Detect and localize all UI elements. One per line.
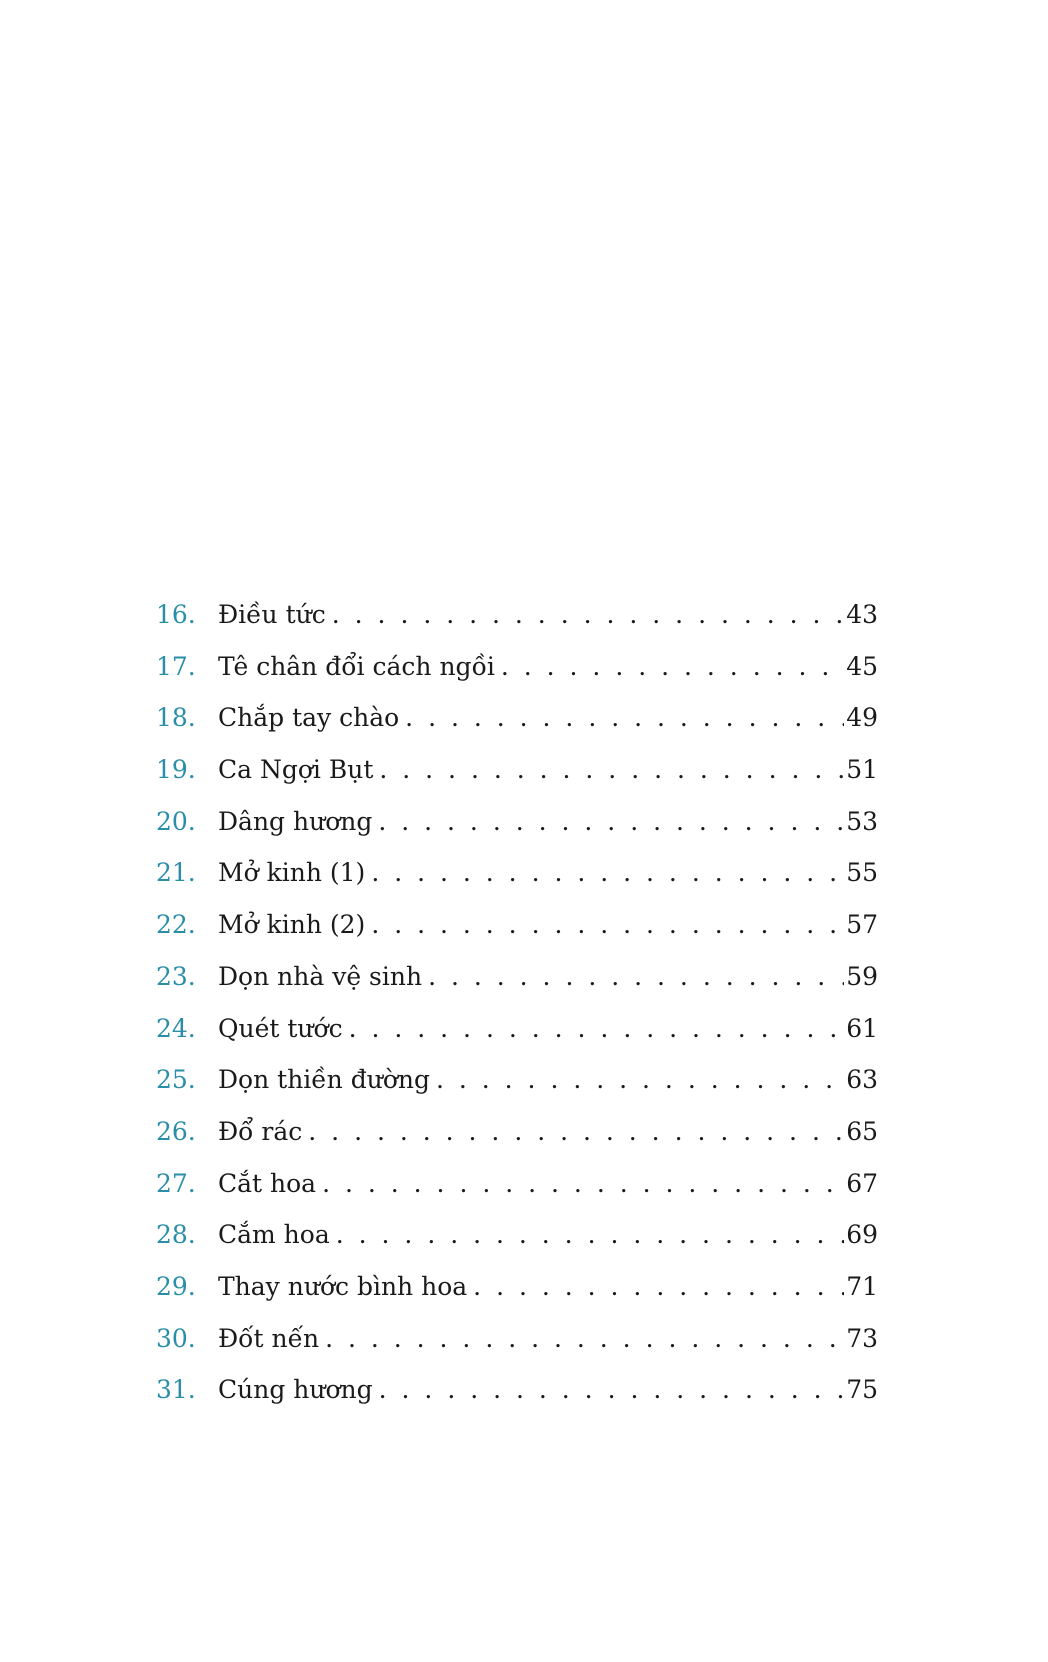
dot-leader: [332, 600, 844, 629]
entry-number: 26.: [156, 1116, 196, 1146]
toc-entry: [156, 1375, 878, 1427]
dot-leader: [428, 962, 844, 991]
entry-title: Cắt hoa: [218, 1168, 317, 1198]
toc-entry: [156, 858, 878, 910]
toc-entry: [156, 600, 878, 652]
entry-page-number: 69: [846, 1220, 878, 1250]
entry-number: 29.: [156, 1271, 196, 1301]
entry-number: 17.: [156, 651, 196, 681]
toc-entry: [156, 1272, 878, 1324]
entry-title: Dọn nhà vệ sinh: [218, 961, 423, 991]
entry-title: Quét tước: [218, 1013, 343, 1043]
dot-leader: [379, 1375, 845, 1404]
toc-entry: [156, 652, 878, 704]
table-of-contents: [156, 600, 878, 1427]
toc-entry: [156, 910, 878, 962]
entry-page-number: 61: [846, 1013, 878, 1043]
entry-title: Tê chân đổi cách ngồi: [218, 651, 495, 681]
toc-entry: [156, 1324, 878, 1376]
entry-title: Mở kinh (2): [218, 910, 366, 940]
dot-leader: [349, 1014, 845, 1043]
entry-title: Cúng hương: [218, 1375, 373, 1405]
toc-entry: [156, 1169, 878, 1221]
entry-title: Thay nước bình hoa: [218, 1271, 468, 1301]
dot-leader: [322, 1169, 844, 1198]
entry-number: 25.: [156, 1065, 196, 1095]
toc-entry: [156, 755, 878, 807]
entry-page-number: 49: [846, 703, 878, 733]
entry-number: 20.: [156, 806, 196, 836]
dot-leader: [325, 1324, 844, 1353]
toc-entry: [156, 1065, 878, 1117]
entry-page-number: 51: [846, 755, 878, 785]
toc-entry: [156, 703, 878, 755]
entry-page-number: 73: [846, 1323, 878, 1353]
dot-leader: [436, 1065, 844, 1094]
entry-page-number: 43: [846, 600, 878, 629]
dot-leader: [308, 1117, 844, 1146]
entry-number: 24.: [156, 1013, 196, 1043]
entry-title: Dâng hương: [218, 806, 373, 836]
entry-number: 31.: [156, 1375, 196, 1405]
entry-title: Chắp tay chào: [218, 703, 400, 733]
dot-leader: [378, 807, 844, 836]
entry-page-number: 63: [846, 1065, 878, 1095]
dot-leader: [371, 858, 844, 887]
entry-number: 19.: [156, 755, 196, 785]
entry-title: Đổ rác: [218, 1116, 303, 1146]
dot-leader: [336, 1220, 844, 1249]
entry-title: Cắm hoa: [218, 1220, 330, 1250]
entry-page-number: 65: [846, 1116, 878, 1146]
entry-number: 18.: [156, 703, 196, 733]
entry-page-number: 57: [846, 910, 878, 940]
entry-page-number: 55: [846, 858, 878, 888]
entry-number: 28.: [156, 1220, 196, 1250]
dot-leader: [379, 755, 844, 784]
entry-page-number: 53: [846, 806, 878, 836]
toc-entry: [156, 1220, 878, 1272]
toc-entry: [156, 807, 878, 859]
toc-entry: [156, 1117, 878, 1169]
dot-leader: [371, 910, 844, 939]
entry-page-number: 59: [846, 961, 878, 991]
entry-page-number: 71: [846, 1271, 878, 1301]
dot-leader: [501, 652, 844, 681]
dot-leader: [473, 1272, 844, 1301]
entry-title: Ca Ngợi Bụt: [218, 755, 374, 785]
entry-page-number: 45: [846, 651, 878, 681]
entry-title: Đốt nến: [218, 1323, 320, 1353]
entry-title: Mở kinh (1): [218, 858, 366, 888]
entry-page-number: 67: [846, 1168, 878, 1198]
toc-entry: [156, 962, 878, 1014]
entry-title: Dọn thiền đường: [218, 1065, 430, 1095]
entry-title: Điều tức: [218, 600, 326, 629]
entry-number: 22.: [156, 910, 196, 940]
entry-number: 27.: [156, 1168, 196, 1198]
entry-page-number: 75: [846, 1375, 878, 1405]
entry-number: 21.: [156, 858, 196, 888]
dot-leader: [405, 703, 844, 732]
entry-number: 23.: [156, 961, 196, 991]
entry-number: 30.: [156, 1323, 196, 1353]
entry-number: 16.: [156, 600, 196, 629]
toc-entry: [156, 1014, 878, 1066]
